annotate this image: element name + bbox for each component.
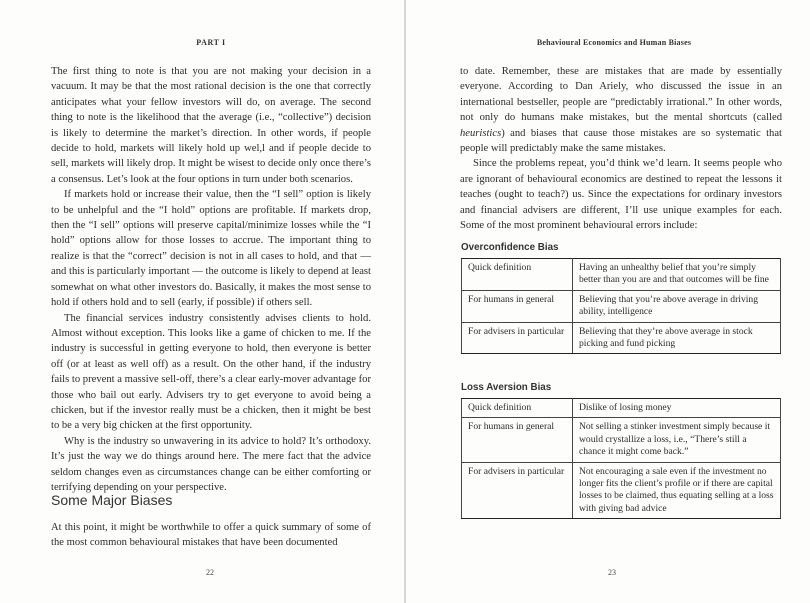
table-row: [462, 418, 781, 462]
table-title-overconfidence: Overconfidence Bias: [461, 242, 559, 253]
row-label: For advisers in particular: [462, 322, 573, 354]
running-head-right: Behavioural Economics and Human Biases: [536, 38, 692, 47]
row-label: Quick definition: [462, 259, 573, 291]
row-description: Having an unhealthy belief that you’re simply better than you are and that outcomes will be fine: [573, 259, 781, 291]
table-row: [462, 259, 781, 291]
overconfidence-bias-table: [461, 258, 781, 354]
row-label: Quick definition: [462, 399, 573, 418]
table-row: [462, 290, 781, 322]
paragraph: If markets hold or increase their value, then the “I sell” option is likely to be unhelpful and the “I hold” options are profitable. If markets drop, then the “I sell” options will preserve capital/minimize losses while the “I hold” options allow for those losses to accrue. The important thing to realize is that the “correct” decision is not in all cases to hold, and that — and this is particularly important — the outcome is likely to depend at least somewhat on what other investors do. Basically, it makes the most sense to hold if others hold and to sell (early, if possible) if others sell.: [51, 189, 371, 309]
table-row: [462, 322, 781, 354]
row-description: Believing that you’re above average in driving ability, intelligence: [573, 290, 781, 322]
row-label: For humans in general: [462, 290, 573, 322]
running-head-left: PART I: [196, 38, 226, 47]
row-description: Dislike of losing money: [573, 399, 781, 418]
loss-aversion-bias-table: [461, 398, 781, 519]
row-description: Not selling a stinker investment simply because it would crystallize a loss, i.e., “There’s still a chance it might come back.”: [573, 418, 781, 462]
table-title-loss-aversion: Loss Aversion Bias: [461, 382, 552, 393]
table-row: [462, 462, 781, 519]
paragraph: [460, 64, 782, 156]
left-page: [0, 0, 404, 603]
paragraph: Why is the industry so unwavering in its advice to hold? It’s orthodoxy. It’s just the way we do things around here. The mere fact that the advice seldom changes even as circumstances change can be either comforting or terrifying depending on your perspective.: [51, 435, 371, 493]
paragraph: The first thing to note is that you are not making your decision in a vacuum. It may be that the most rational decision is the one that correctly anticipates what your fellow investors will do, on average. The second thing to note is the likelihood that the average (i.e., “collective”) decision is likely to determine the market’s direction. In other words, if people decide to hold, markets will likely hold up wel,l and if people decide to sell, markets will likely drop. It might be wisest to decide only once there’s a consensus. Let’s look at the four options in turn under both scenarios.: [51, 66, 371, 185]
left-closing-text: [51, 520, 371, 551]
row-label: For humans in general: [462, 418, 573, 462]
page-number-left: 22: [206, 568, 214, 577]
paragraph: At this point, it might be worthwhile to offer a quick summary of some of the most common behavioural mistakes that have been documented: [51, 522, 371, 549]
paragraph: The financial services industry consistently advises clients to hold. Almost without exception. This looks like a game of chicken to me. If the industry is successful in getting everyone to hold, then everyone is better off (or at least as well off) as a result. On the other hand, if the industry fails to prevent a massive sell-off, there’s a clear early-mover advantage for those who bail out early. Advisers try to get everyone to avoid being a chicken, but if the investor really must be a chicken, then it might be best to be a very big chicken at the first opportunity.: [51, 312, 371, 432]
italic-term: heuristics: [460, 127, 502, 139]
left-body-text: [51, 64, 371, 495]
row-description: Not encouraging a sale even if the investment no longer fits the client’s profile or if there are capital losses to be claimed, thus equating selling at a loss with giving bad advice: [573, 462, 781, 519]
table-row: [462, 399, 781, 418]
text-run: ) and biases that cause those mistakes are so systematic that people will predictably make the same mistakes.: [460, 127, 782, 155]
row-label: For advisers in particular: [462, 462, 573, 519]
section-heading: Some Major Biases: [51, 492, 173, 508]
right-page: [406, 0, 810, 603]
right-body-text: [460, 64, 782, 233]
text-run: to date. Remember, these are mistakes that are made by essentially everyone. According to Dan Ariely, who discussed the issue in an international bestseller, people are “predictably irrational.” In other words, not only do humans make mistakes, but the mental shortcuts (called: [460, 66, 782, 124]
paragraph: Since the problems repeat, you’d think we’d learn. It seems people who are ignorant of behavioural economics are destined to repeat the lessons it teaches (ought to teach?) us. Since the expectations for ordinary investors and financial advisers are different, I’ll use unique examples for each. Some of the most prominent behavioural errors include:: [460, 158, 782, 232]
row-description: Believing that they’re above average in stock picking and fund picking: [573, 322, 781, 354]
page-number-right: 23: [608, 568, 616, 577]
